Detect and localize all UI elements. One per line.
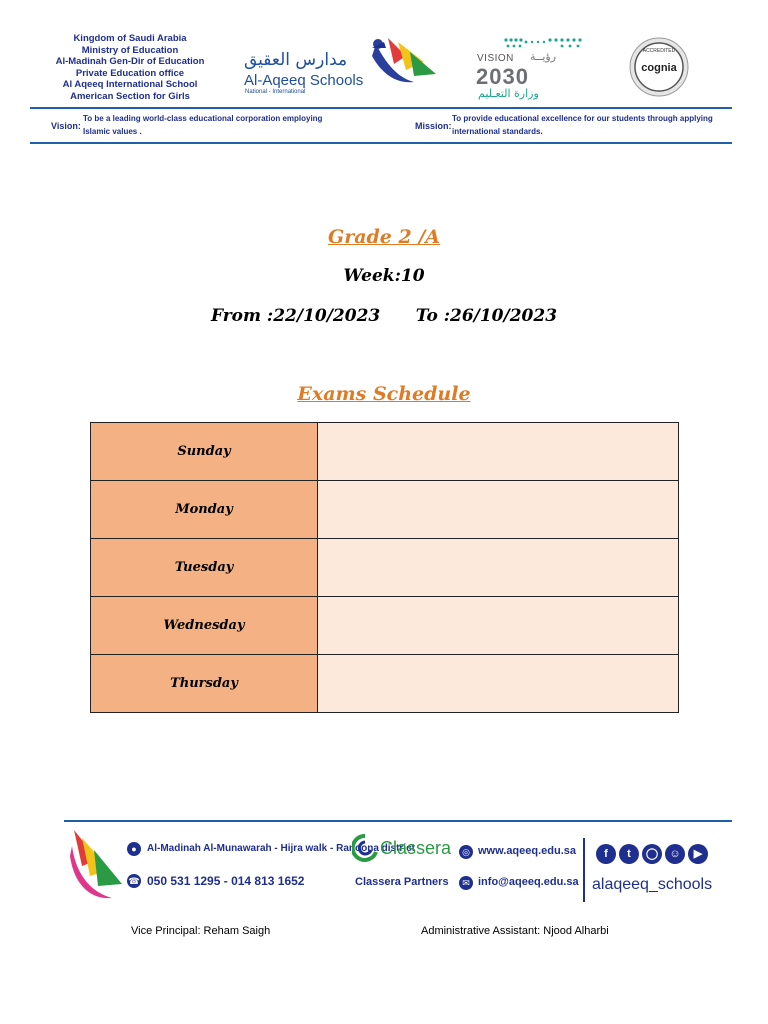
- cognia-top-text: ACCREDITED: [642, 48, 676, 54]
- day-cell: Tuesday: [91, 539, 318, 597]
- mission-text: To provide educational excellence for our students through applying international standards.: [452, 114, 713, 136]
- school-name-english: Al-Aqeeq Schools: [244, 72, 364, 89]
- table-row: [91, 539, 679, 597]
- cognia-accreditation-seal-icon: [624, 37, 694, 97]
- vision-word: VISION: [477, 53, 514, 64]
- footer-website[interactable]: www.aqeeq.edu.sa: [478, 845, 577, 857]
- cognia-name: cognia: [641, 62, 677, 74]
- footer-address: Al-Madinah Al-Munawarah - Hijra walk - Ranoona district: [147, 843, 415, 854]
- vision-label: Vision:: [51, 121, 81, 131]
- header-bottom-rule: [30, 142, 732, 144]
- table-row: [91, 423, 679, 481]
- social-handle: alaqeeq_schools: [592, 876, 713, 893]
- vision-text: To be a leading world-class educational corporation employing Islamic values .: [83, 114, 323, 136]
- vice-principal: Vice Principal: Reham Saigh: [131, 925, 271, 937]
- classera-name: Classera: [380, 838, 452, 858]
- day-cell: Thursday: [91, 655, 318, 713]
- ministry-header-text: [30, 33, 230, 102]
- aqeeq-footer-logo-icon: [68, 826, 124, 902]
- exam-entry-cell: [318, 597, 679, 655]
- exams-schedule-table: [90, 422, 679, 713]
- exam-entry-cell: [318, 655, 679, 713]
- classera-logo-icon: [352, 834, 378, 862]
- ministry-of-education-arabic: وزارة التعـليم: [478, 87, 539, 100]
- footer-separator: [583, 838, 585, 902]
- week-heading: Week:10: [343, 266, 425, 286]
- school-name-arabic: مدارس العقيق: [244, 50, 348, 70]
- twitter-icon[interactable]: t: [619, 844, 639, 864]
- vision-arabic: رؤيــة: [530, 50, 557, 63]
- instagram-icon[interactable]: ◯: [642, 844, 662, 864]
- table-row: [91, 481, 679, 539]
- table-row: [91, 655, 679, 713]
- exams-schedule-heading: Exams Schedule: [297, 383, 471, 405]
- day-cell: Wednesday: [91, 597, 318, 655]
- footer-phones: 050 531 1295 - 014 813 1652: [147, 874, 305, 888]
- facebook-icon[interactable]: f: [596, 844, 616, 864]
- ministry-line: Al-Madinah Gen-Dir of Education: [55, 56, 205, 67]
- school-subtitle: National - International: [245, 89, 306, 95]
- ministry-line: American Section for Girls: [70, 90, 190, 102]
- mission-label: Mission:: [415, 121, 452, 131]
- ministry-line: Ministry of Education: [81, 44, 179, 56]
- snapchat-icon[interactable]: ☺: [665, 844, 685, 864]
- exam-entry-cell: [318, 423, 679, 481]
- day-cell: Monday: [91, 481, 318, 539]
- exam-entry-cell: [318, 539, 679, 597]
- ministry-line: Kingdom of Saudi Arabia: [73, 33, 187, 44]
- date-range: From :22/10/2023 To :26/10/2023: [210, 306, 558, 326]
- exam-entry-cell: [318, 481, 679, 539]
- ministry-line: Al Aqeeq International School: [62, 79, 198, 90]
- day-cell: Sunday: [91, 423, 318, 481]
- footer-email[interactable]: info@aqeeq.edu.sa: [478, 876, 579, 888]
- vision-year: 2030: [476, 64, 529, 89]
- location-pin-icon: ●: [127, 842, 141, 856]
- table-row: [91, 597, 679, 655]
- administrative-assistant: Administrative Assistant: Njood Alharbi: [421, 925, 609, 937]
- globe-icon: ◎: [459, 845, 473, 859]
- grade-heading: Grade 2 /A: [327, 226, 441, 248]
- ministry-line: Private Education office: [75, 67, 185, 79]
- header-top-rule: [30, 107, 732, 109]
- youtube-icon[interactable]: ▶: [688, 844, 708, 864]
- classera-partners: Classera Partners: [355, 876, 449, 888]
- email-icon: ✉: [459, 876, 473, 890]
- footer-rule: [64, 820, 732, 822]
- phone-icon: ☎: [128, 876, 140, 886]
